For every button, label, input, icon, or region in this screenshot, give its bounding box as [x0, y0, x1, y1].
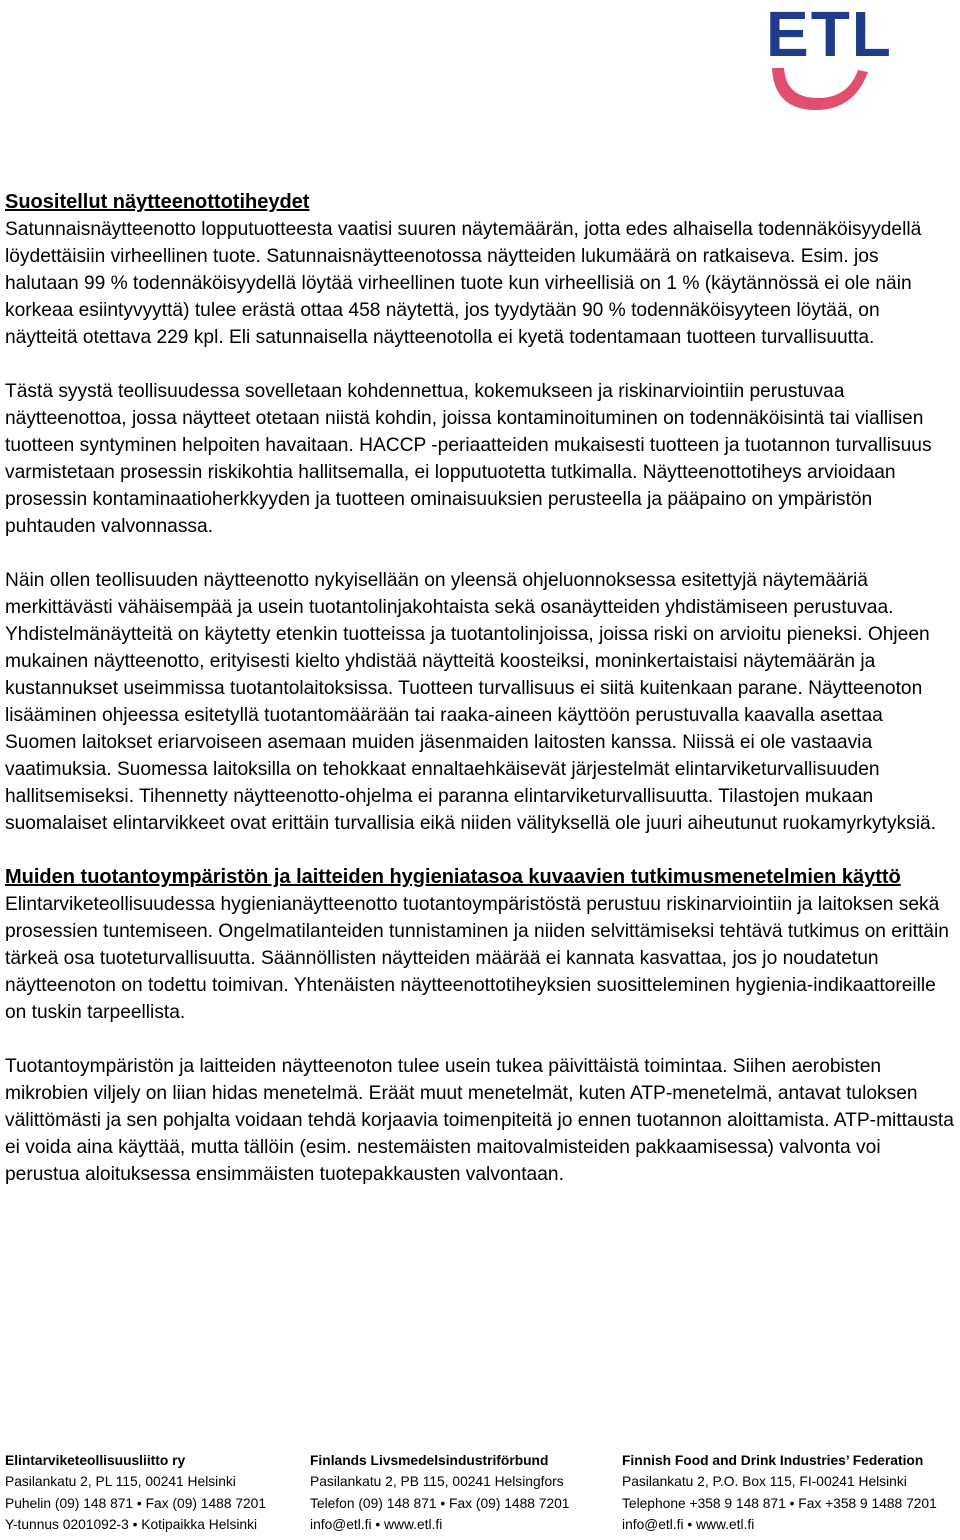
etl-logo [764, 2, 894, 114]
footer-org-name: Finlands Livsmedelsindustriförbund [310, 1453, 549, 1468]
paragraph: Tuotantoympäristön ja laitteiden näytteenoton tulee usein tukea päivittäistä toimintaa. Siihen aerobisten mikrobien viljely on liian hidas menetelmä. Eräät muut menetelmät, kuten ATP-menetelmä, antavat tuloksen välittömästi ja sen pohjalta voidaan tehdä korjaavia toimenpiteitä jo ennen tuotannon aloittamista. ATP-mittausta ei voida aina käyttää, mutta tällöin (esim. nestemäisten maitovalmisteiden pakkaamisessa) valvonta voi perustua aloituksessa ensimmäisten tuotepakkausten valvontaan. [5, 1056, 954, 1185]
footer-org-name: Elintarviketeollisuusliitto ry [5, 1453, 186, 1468]
document-body [5, 189, 955, 1215]
footer-contact-link[interactable]: info@etl.fi • www.etl.fi [622, 1516, 755, 1532]
section-sampling-frequency [5, 189, 955, 837]
footer-column-swedish [310, 1450, 622, 1540]
page-footer [5, 1450, 960, 1540]
logo-text: ETL [766, 2, 893, 70]
footer-phone: Telephone +358 9 148 871 • Fax +358 9 1488 7201 [622, 1495, 937, 1511]
paragraph: Satunnaisnäytteenotto lopputuotteesta vaatisi suuren näytemäärän, jotta edes alhaisella todennäköisyydellä löydettäisiin virheellinen tuote. Satunnaisnäytteenotossa näytteiden lukumäärä on ratkaiseva. Esim. jos halutaan 99 % todennäköisyydellä löytää virheellinen tuote kun virheellisiä on 1 % (käytännössä ei ole näin korkeaa esiintyvyyttä) tulee erästä ottaa 458 näytettä, jos tyydytään 90 % todennäköisyyteen löytää, on näytteitä otettava 229 kpl. Eli satunnaisella näytteenotolla ei kyetä todentamaan tuotteen turvallisuutta. [5, 219, 922, 348]
footer-contact-link[interactable]: info@etl.fi • www.etl.fi [310, 1516, 443, 1532]
section-heading: Muiden tuotantoympäristön ja laitteiden hygieniatasoa kuvaavien tutkimusmenetelmien käyttö [5, 866, 901, 888]
paragraph: Näin ollen teollisuuden näytteenotto nykyisellään on yleensä ohjeluonnoksessa esitettyjä näytemääriä merkittävästi vähäisempää ja usein tuotantolinjakohtaista sekä osanäytteiden yhdistämiseen perustuvaa. Yhdistelmänäytteitä on käytetty etenkin tuotteissa ja tuotantolinjoissa, joissa riski on arvioitu pieneksi. Ohjeen mukainen näytteenotto, erityisesti kielto yhdistää näytteitä koosteiksi, moninkertaistaisi näytemäärän ja kustannukset useimmissa tuotantolaitoksissa. Tuotteen turvallisuus ei siitä kuitenkaan parane. Näytteenoton lisääminen ohjeessa esitetyllä tuotantomäärään tai raaka-aineen käyttöön perustuvalla kaavalla asettaa Suomen laitokset eriarvoiseen asemaan muiden jäsenmaiden laitosten kanssa. Niissä ei ole vastaavia vaatimuksia. Suomessa laitoksilla on tehokkaat ennaltaehkäisevät järjestelmät elintarviketurvallisuuden hallitsemiseksi. Tihennetty näytteenotto-ohjelma ei paranna elintarviketurvallisuutta. Tilastojen mukaan suomalaiset elintarvikkeet ovat erittäin turvallisia eikä niiden välityksellä ole juuri aiheutunut ruokamyrkytyksiä. [5, 570, 937, 834]
footer-address: Pasilankatu 2, PB 115, 00241 Helsingfors [310, 1474, 564, 1490]
footer-phone: Puhelin (09) 148 871 • Fax (09) 1488 7201 [5, 1495, 267, 1511]
footer-business-id: Y-tunnus 0201092-3 • Kotipaikka Helsinki [5, 1516, 258, 1532]
section-other-methods [5, 864, 955, 1188]
footer-address: Pasilankatu 2, PL 115, 00241 Helsinki [5, 1474, 236, 1490]
paragraph: Tästä syystä teollisuudessa sovelletaan kohdennettua, kokemukseen ja riskinarviointiin perustuvaa näytteenottoa, jossa näytteet otetaan niistä kohdin, joissa kontaminoituminen on todennäköisintä tai viallisen tuotteen syntyminen helpoiten havaitaan. HACCP -periaatteiden mukaisesti tuotteen ja tuotannon turvallisuus varmistetaan prosessin riskikohtia hallitsemalla, ei lopputuotetta tutkimalla. Näytteenottotiheys arvioidaan prosessin kontaminaatioherkkyyden ja tuotteen ominaisuuksien perusteella ja pääpaino on ympäristön puhtauden valvonnassa. [5, 381, 932, 537]
footer-column-finnish [5, 1450, 310, 1540]
section-heading: Suositellut näytteenottotiheydet [5, 191, 310, 213]
paragraph: Elintarviketeollisuudessa hygienianäytteenotto tuotantoympäristöstä perustuu riskinarviointiin ja laitoksen sekä prosessien tuntemiseen. Ongelmatilanteiden tunnistaminen ja niiden selvittämiseksi tehtävä tutkimus on erittäin tärkeä osa tuoteturvallisuutta. Säännöllisten näytteiden määrää ei kannata kasvattaa, jos jo noudatetun näytteenoton on todettu toimivan. Yhtenäisten näytteenottotiheyksien suositteleminen hygienia-indikaattoreille on tuskin tarpeellista. [5, 894, 949, 1023]
footer-org-name: Finnish Food and Drink Industries’ Federation [622, 1453, 924, 1468]
logo-smile-icon [772, 68, 868, 110]
etl-logo-graphic [764, 2, 894, 114]
footer-address: Pasilankatu 2, P.O. Box 115, FI-00241 Helsinki [622, 1474, 907, 1490]
footer-column-english [622, 1450, 960, 1540]
footer-phone: Telefon (09) 148 871 • Fax (09) 1488 7201 [310, 1495, 570, 1511]
